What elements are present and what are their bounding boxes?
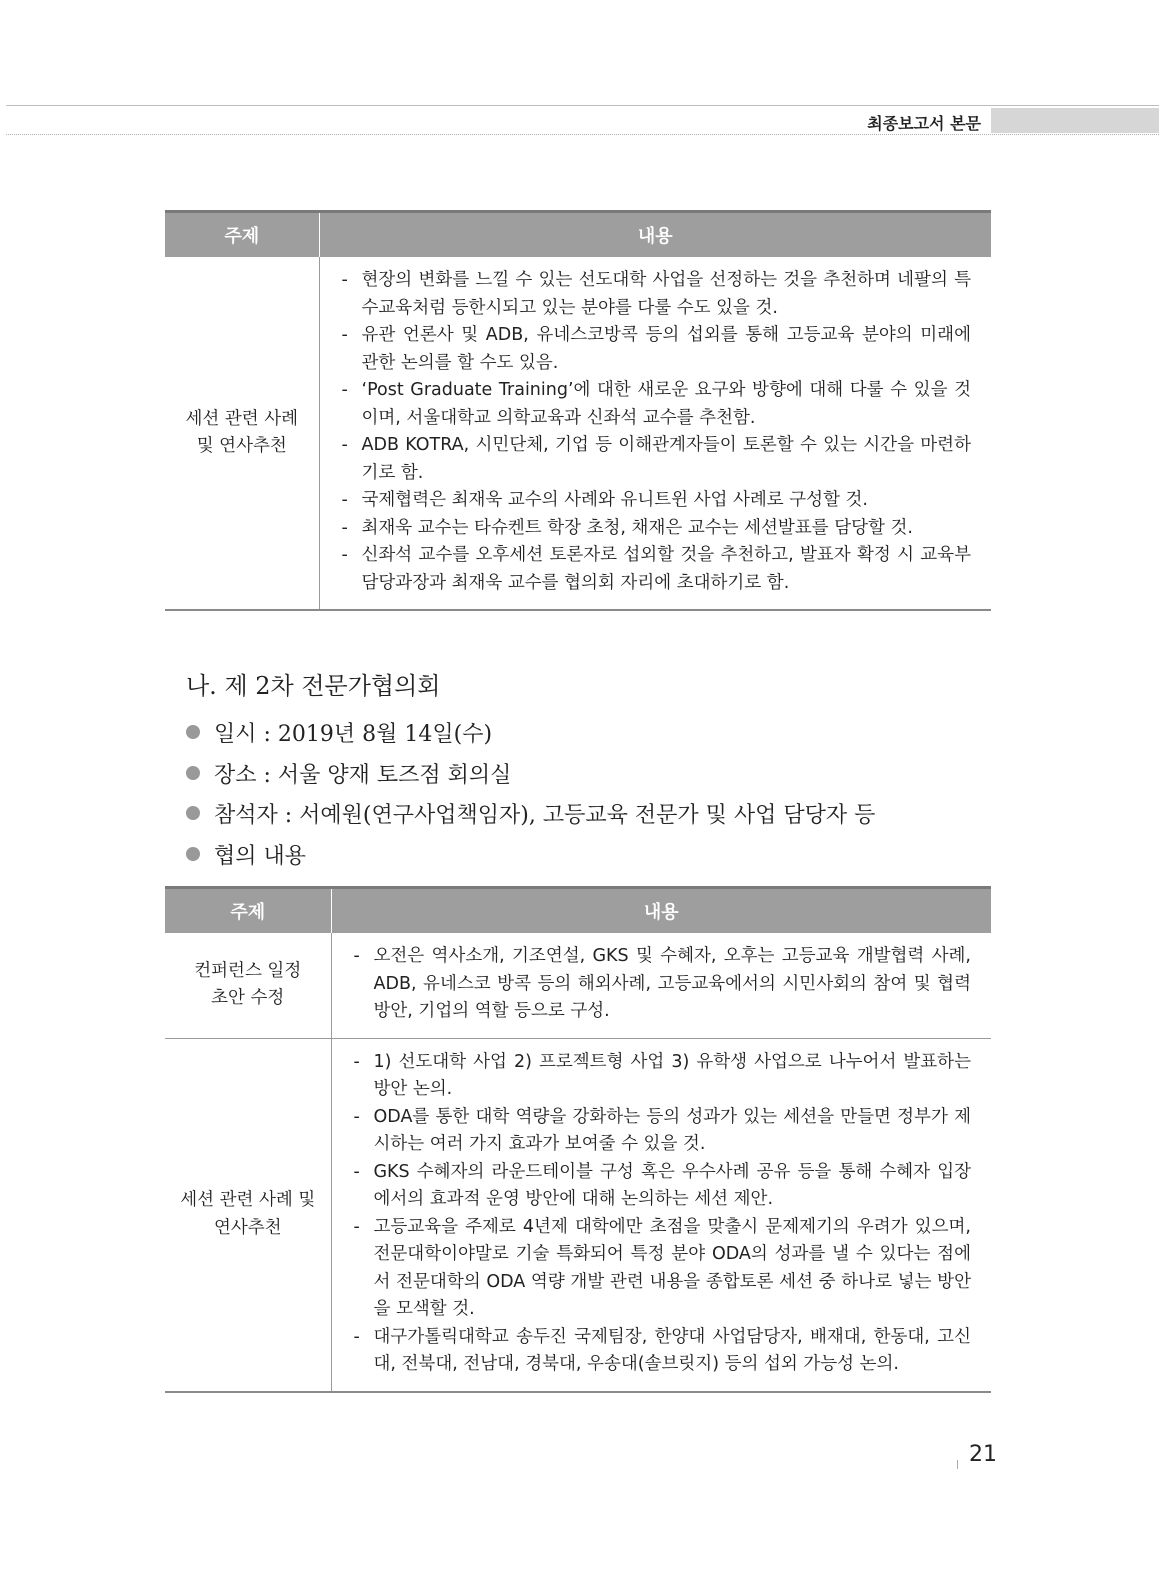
topic-line: 초안 수정 [211,988,285,1009]
list-item: - ADB KOTRA, 시민단체, 기업 등 이해관계자들이 토론할 수 있는 시간을 마련하기로 함. [342,432,972,487]
discussion-table-2 [165,886,991,1393]
table-row [165,1038,991,1392]
list-item: - 고등교육을 주제로 4년제 대학에만 초점을 맞출시 문제제기의 우려가 있으며, 전문대학이야말로 기술 특화되어 특정 분야 ODA의 성과를 낼 수 있다는 점에서 전문대학의 ODA 역량 개발 관련 내용을 종합토론 세션 중 하나로 넣는 방안을 모색할 것. [354,1214,972,1324]
bullet-text: 일시 : 2019년 8월 14일(수) [214,722,493,747]
content-cell [331,1038,991,1392]
page-number: 21 [969,1442,997,1467]
bullet-icon [186,847,200,861]
content-cell [319,257,991,610]
header-tab-bar [991,108,1159,133]
list-item: - ODA를 통한 대학 역량을 강화하는 등의 성과가 있는 세션을 만들면 정부가 제시하는 여러 가지 효과가 보여줄 수 있을 것. [354,1104,972,1159]
col-header-content: 내용 [331,888,991,934]
topic-line: 세션 관련 사례 [185,408,299,429]
list-item: - GKS 수혜자의 라운드테이블 구성 혹은 우수사례 공유 등을 통해 수혜자 입장에서의 효과적 운영 방안에 대해 논의하는 세션 제안. [354,1159,972,1214]
header-dotted-rule [6,134,1159,135]
discussion-table-1 [165,210,991,611]
list-item [186,718,875,759]
list-item: - 유관 언론사 및 ADB, 유네스코방콕 등의 섭외를 통해 고등교육 분야의 미래에 관한 논의를 할 수도 있음. [342,322,972,377]
header-rule [6,105,1159,106]
page-number-divider [957,1460,958,1469]
list-item: - ‘Post Graduate Training’에 대한 새로운 요구와 방향에 대해 다룰 수 있을 것이며, 서울대학교 의학교육과 신좌석 교수를 추천함. [342,377,972,432]
topic-line: 세션 관련 사례 및 [180,1190,316,1210]
bullet-text: 장소 : 서울 양재 토즈점 회의실 [214,762,512,788]
bullet-icon [186,725,200,739]
topic-line: 및 연사추천 [196,436,287,456]
bullet-text: 협의 내용 [214,843,307,869]
col-header-topic: 주제 [165,212,319,258]
col-header-topic: 주제 [165,888,331,934]
bullet-text: 참석자 : 서예원(연구사업책임자), 고등교육 전문가 및 사업 담당자 등 [214,803,876,828]
topic-cell [165,933,331,1038]
list-item [186,799,875,840]
col-header-content: 내용 [319,212,991,258]
list-item: - 1) 선도대학 사업 2) 프로젝트형 사업 3) 유학생 사업으로 나누어서 발표하는 방안 논의. [354,1049,972,1104]
table-row [165,257,991,610]
bullet-icon [186,806,200,820]
list-item: - 현장의 변화를 느낄 수 있는 선도대학 사업을 선정하는 것을 추천하며 네팔의 특수교육처럼 등한시되고 있는 분야를 다룰 수도 있을 것. [342,267,972,322]
topic-line: 컨퍼런스 일정 [194,960,302,981]
topic-cell [165,1038,331,1392]
meeting-info-list [186,718,875,880]
topic-line: 연사추천 [213,1217,282,1238]
section-title: 나. 제 2차 전문가협의회 [186,672,441,700]
table-row [165,933,991,1038]
bullet-icon [186,766,200,780]
list-item: - 최재욱 교수는 타슈켄트 학장 초청, 채재은 교수는 세션발표를 담당할 것. [342,515,972,543]
running-header-title: 최종보고서 본문 [867,114,981,133]
list-item: - 대구가톨릭대학교 송두진 국제팀장, 한양대 사업담당자, 배재대, 한동대, 고신대, 전북대, 전남대, 경북대, 우송대(솔브릿지) 등의 섭외 가능성 논의. [354,1324,972,1379]
list-item [186,759,875,800]
topic-cell [165,257,319,610]
list-item: - 국제협력은 최재욱 교수의 사례와 유니트윈 사업 사례로 구성할 것. [342,487,972,515]
list-item [186,840,875,881]
content-cell [331,933,991,1038]
list-item: - 오전은 역사소개, 기조연설, GKS 및 수혜자, 오후는 고등교육 개발협력 사례, ADB, 유네스코 방콕 등의 해외사례, 고등교육에서의 시민사회의 참여 및 협력 방안, 기업의 역할 등으로 구성. [354,943,972,1026]
list-item: - 신좌석 교수를 오후세션 토론자로 섭외할 것을 추천하고, 발표자 확정 시 교육부 담당과장과 최재욱 교수를 협의회 자리에 초대하기로 함. [342,542,972,597]
